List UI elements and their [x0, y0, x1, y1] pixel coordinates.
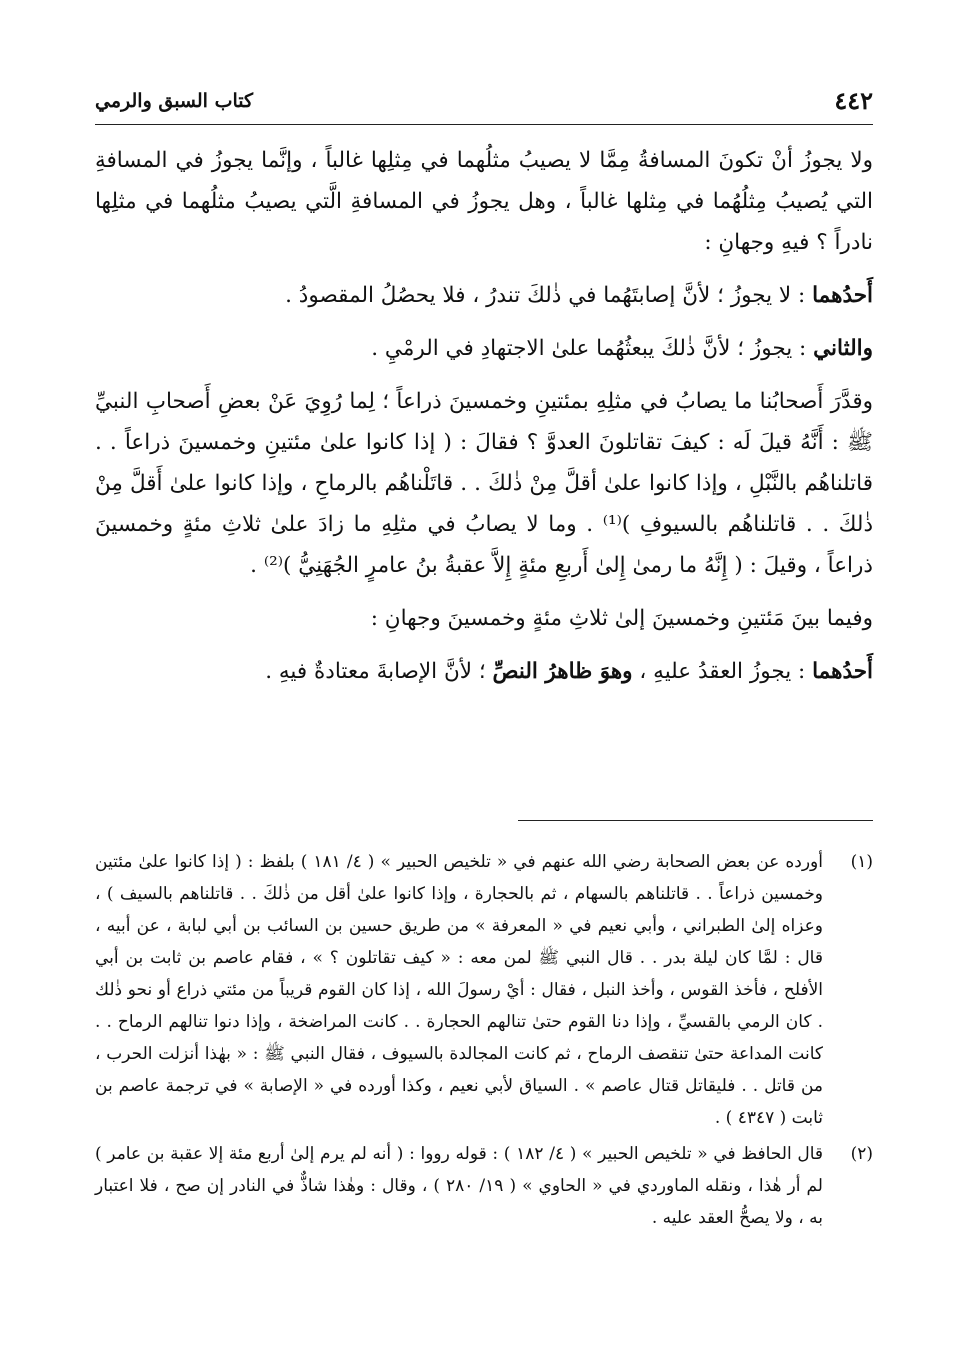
paragraph-6-lead: أَحدُهما [812, 659, 873, 684]
header-rule [95, 124, 873, 125]
paragraph-6-emphasis: وهوَ ظاهرُ النصِّ [492, 659, 633, 684]
paragraph-2 [95, 275, 873, 316]
footnote-rule [518, 820, 873, 821]
footnote-2 [95, 1138, 873, 1234]
page-number: ٤٤٢ [834, 86, 873, 115]
footnote-1 [95, 846, 873, 1134]
paragraph-6 [95, 651, 873, 692]
paragraph-2-text: : لا يجوزُ ؛ لأنَّ إصابتَهُما في ذٰلكَ تندرُ ، فلا يحصُلُ المقصودُ . [285, 283, 813, 308]
footnote-text: قال الحافظ في « تلخيص الحبير » ( ٤/ ١٨٢ ) : قوله رووا : ( أنه لم يرم إلىٰ أربع مئة إلا عقبة بن عامر ) لم أر هٰذا ، ونقله الماوردي في « الحاوي » ( ١٩/ ٢٨٠ ) ، وقال : وهٰذا شاذٌّ في النادر إن صح ، فلا اعتبار به ، ولا يصحُّ العقد عليه . [95, 1144, 823, 1228]
paragraph-5: وفيما بينَ مَئتينِ وخمسينَ إلىٰ ثلاثِ مئةٍ وخمسينَ وجهانِ : [370, 606, 873, 631]
paragraph-3-text: : يجوزُ ؛ لأنَّ ذٰلكَ يبعثُهُما علىٰ الاجتهادِ في الرمْيِ . [371, 336, 814, 361]
paragraph-3-lead: والثاني [813, 336, 873, 361]
paragraph-6-text: : يجوزُ العقدُ عليهِ ، [632, 659, 813, 684]
paragraph-2-lead: أَحدُهما [812, 283, 873, 308]
page-header [95, 86, 873, 122]
footnotes [95, 846, 873, 1238]
main-text [95, 140, 873, 692]
paragraph-3 [95, 328, 873, 369]
footnote-text: أورده عن بعض الصحابة رضي الله عنهم في « تلخيص الحبير » ( ٤/ ١٨١ ) بلفظ : ( إذا كانوا علىٰ مئتين وخمسين ذراعاً . . قاتلناهم بالسهام ، ثم بالحجارة ، وإذا كانوا علىٰ أقل من ذٰلكَ . . قاتلناهم بالسيف ) ، وعزاه إلىٰ الطبراني ، وأبي نعيم في « المعرفة » من طريق حسين بن السائب بن أبي لبابة ، عن أبيه ، قال : لمَّا كان ليلة بدر . . قال النبي ﷺ لمن معه : « كيف تقاتلون ؟ » ، فقام عاصم بن ثابت بن أبي الأفلح ، فأخذ القوس ، وأخذ النبل ، فقال : أيْ رسولَ الله ، إذا كان القوم قريباً من مئتي ذراع أو نحو ذٰلك . كان الرمي بالقسيِّ ، وإذا دنا القوم حتىٰ تنالهم الحجارة . . كانت المراضخة ، وإذا دنوا تنالهم الرماح . . كانت المداعة حتىٰ تنقصف الرماح ، ثم كانت المجالدة بالسيوف ، فقال النبي ﷺ : « بهٰذا أنزلت الحرب ، من قاتل . . فليقاتل قتال عاصم » . السياق لأبي نعيم ، وكذا أورده في « الإصابة » في ترجمة عاصم بن ثابت ( ٤٣٤٧ ) . [95, 852, 823, 1128]
footnote-number: (١) [850, 852, 873, 872]
paragraph-1: ولا يجوزُ أنْ تكونَ المسافةُ مِمَّا لا يصيبُ مثلُهما في مِثلِها غالباً ، وإنَّما يجوزُ في المسافةِ التي يُصيبُ مِثلُهُما في مِثلها غالباً ، وهل يجوزُ في المسافةِ الَّتي يصيبُ مثلُهما في مثلِها نادراً ؟ فيهِ وجهانِ : [95, 148, 873, 255]
running-title: كتاب السبق والرمي [95, 90, 254, 112]
footnote-number: (٢) [850, 1144, 873, 1164]
paragraph-6-end: ؛ لأنَّ الإصابةَ معتادةٌ فيهِ . [265, 659, 493, 684]
paragraph-4: وقدَّرَ أَصحابُنا ما يصابُ في مثلِهِ بمئتينِ وخمسينَ ذراعاً ؛ لِما رُوِيَ عَنْ بعضِ أَصحابِ النبيِّ ﷺ : أَنَّهُ قيلَ لَه : كيفَ تقاتلونَ العدوَّ ؟ فقالَ : ( إذا كانوا علىٰ مئتينِ وخمسينَ ذراعاً . . قاتلناهُم بالنَّبْلِ ، وإذا كانوا علىٰ أقلَّ مِنْ ذٰلكَ . . قاتَلْناهُم بالرماحِ ، وإذا كانوا علىٰ أَقلَّ مِنْ ذٰلكَ . . قاتلناهُم بالسيوفِ )⁽¹⁾ . وما لا يصابُ في مثلِهِ ما زادَ علىٰ ثلاثِ مئةٍ وخمسينَ ذراعاً ، وقيلَ : ( إِنَّهُ ما رمىٰ إِلىٰ أَربعِ مئةٍ إِلاَّ عقبةُ بنُ عامرٍ الجُهَنِيُّ )⁽²⁾ . [95, 389, 874, 578]
